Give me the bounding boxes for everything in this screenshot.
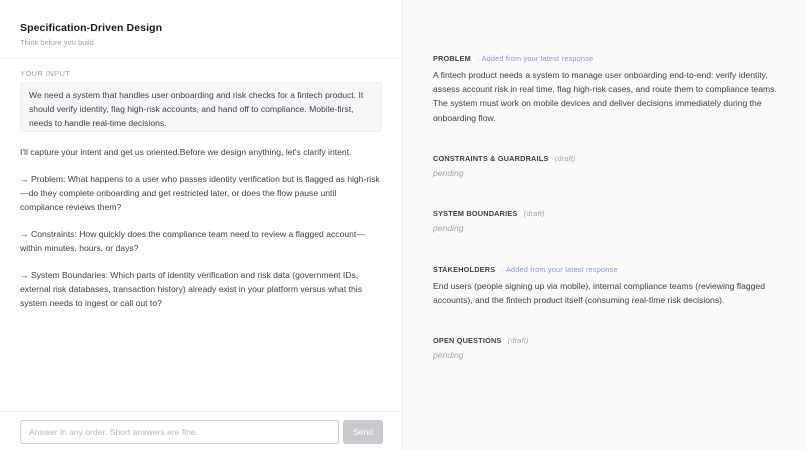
problem-title: PROBLEM bbox=[433, 54, 471, 63]
spec-pane bbox=[403, 0, 806, 450]
user-input-message: We need a system that handles user onboarding and risk checks for a fintech product. It should verify identity, flag high-risk accounts, and hand off to compliance. Mobile-first, needs to handle real-time decisions. bbox=[20, 82, 382, 132]
spec-section-problem bbox=[433, 54, 783, 125]
boundaries-header bbox=[433, 209, 783, 218]
spec-section-system-boundaries bbox=[433, 209, 783, 233]
answer-input[interactable] bbox=[20, 420, 339, 444]
constraints-header bbox=[433, 154, 783, 163]
constraints-draft-tag: (draft) bbox=[554, 154, 576, 163]
spec-section-stakeholders bbox=[433, 265, 783, 307]
problem-header bbox=[433, 54, 783, 63]
open-questions-pending: pending bbox=[433, 350, 464, 360]
spec-section-constraints bbox=[433, 154, 783, 178]
boundaries-title: SYSTEM BOUNDARIES bbox=[433, 209, 518, 218]
composer-divider bbox=[0, 411, 402, 412]
app-title: Specification-Driven Design bbox=[20, 22, 163, 34]
constraints-title: CONSTRAINTS & GUARDRAILS bbox=[433, 154, 549, 163]
open-questions-title: OPEN QUESTIONS bbox=[433, 336, 502, 345]
stakeholders-title: STAKEHOLDERS bbox=[433, 265, 496, 274]
constraints-pending: pending bbox=[433, 168, 464, 178]
question-problem: → Problem: What happens to a user who passes identity verification but is flagged as high-risk—do they complete onboarding and get restricted later, or does the flow pause until compliance reviews them? bbox=[20, 174, 380, 212]
stakeholders-header bbox=[433, 265, 783, 274]
problem-body: A fintech product needs a system to manage user onboarding end-to-end: verify identity, assess account risk in real time, flag high-risk cases, and route them to compliance teams. The system must work on mobile devices and deliver decisions immediately during the onboarding flow. bbox=[433, 70, 777, 123]
problem-note-separator: · bbox=[477, 54, 480, 63]
spec-section-open-questions bbox=[433, 336, 783, 360]
header-divider bbox=[0, 58, 402, 59]
stakeholders-added-note bbox=[502, 265, 618, 274]
open-questions-header bbox=[433, 336, 783, 345]
problem-added-note bbox=[477, 54, 593, 63]
boundaries-draft-tag: (draft) bbox=[523, 209, 545, 218]
stakeholders-body: End users (people signing up via mobile), internal compliance teams (reviewing flagged accounts), and the fintech product itself (consuming real-time risk decisions). bbox=[433, 281, 765, 306]
problem-note-text: Added from your latest response bbox=[481, 54, 594, 63]
your-input-label: YOUR INPUT bbox=[20, 69, 71, 78]
open-questions-draft-tag: (draft) bbox=[507, 336, 529, 345]
assistant-response bbox=[20, 145, 382, 323]
stakeholders-note-text: Added from your latest response bbox=[505, 265, 618, 274]
app-subtitle: Think before you build bbox=[20, 38, 94, 47]
question-system-boundaries: → System Boundaries: Which parts of identity verification and risk data (government IDs, external risk databases, transaction history) already exist in your platform versus what this system needs to ingest or call out to? bbox=[20, 270, 362, 308]
response-intro: I'll capture your intent and get us oriented.Before we design anything, let's clarify intent. bbox=[20, 147, 352, 157]
app-header bbox=[20, 22, 162, 47]
send-button[interactable]: Send bbox=[343, 420, 383, 444]
stakeholders-note-separator: · bbox=[501, 265, 505, 274]
boundaries-pending: pending bbox=[433, 223, 464, 233]
question-constraints: → Constraints: How quickly does the compliance team need to review a flagged account—within minutes, hours, or days? bbox=[20, 229, 365, 253]
